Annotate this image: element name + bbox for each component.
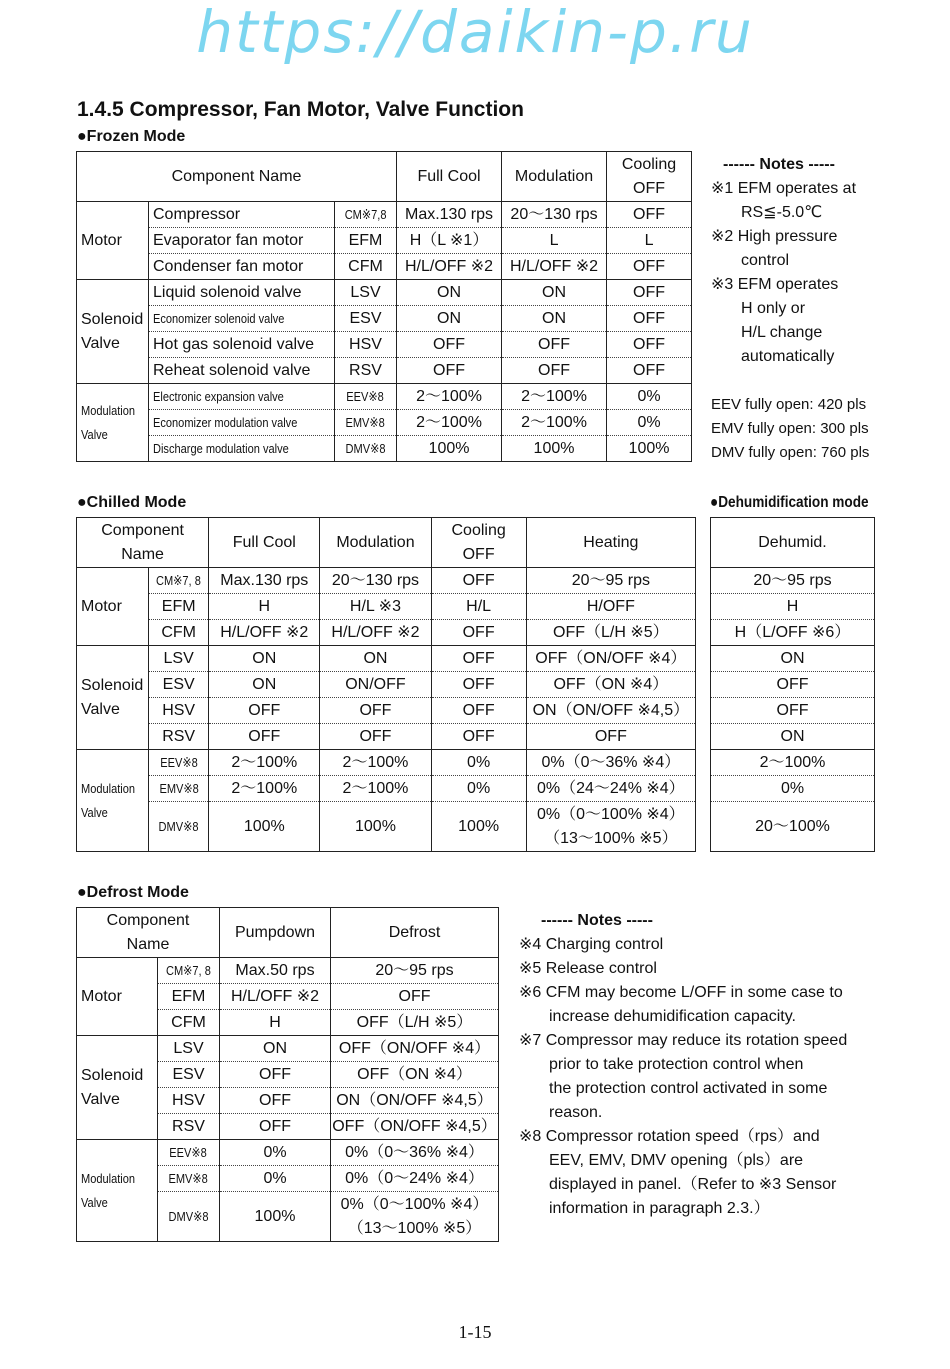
heating-value: 0%（0～36% ※4）: [526, 750, 695, 776]
cooling-off-value: OFF: [431, 620, 526, 646]
component-code: DMV※8: [158, 1192, 220, 1242]
note-4: ※4 Charging control: [519, 936, 664, 953]
pumpdown-value: OFF: [220, 1088, 331, 1114]
note-7-cont: reason.: [549, 1104, 603, 1121]
component-code: ESV: [158, 1062, 220, 1088]
component-name: Evaporator fan motor: [149, 228, 335, 254]
group-solenoid-valve: Solenoid Valve: [77, 1036, 158, 1140]
cooling-off-value: OFF: [607, 280, 692, 306]
frozen-mode-table: [76, 151, 692, 462]
pumpdown-value: 0%: [220, 1140, 331, 1166]
header-component-name: Component Name: [77, 518, 209, 568]
defrost-value-line2: （13～100% ※5）: [347, 1219, 482, 1237]
watermark: https://daikin-p.ru: [196, 0, 754, 66]
pumpdown-value: H: [220, 1010, 331, 1036]
note-2: ※2 High pressure: [711, 228, 838, 245]
pumpdown-value: OFF: [220, 1114, 331, 1140]
component-code: DMV※8: [335, 436, 397, 462]
cooling-off-value: L: [607, 228, 692, 254]
cooling-off-value: H/L: [431, 594, 526, 620]
defrost-mode-title: ●Defrost Mode: [77, 884, 189, 901]
notes-heading: ------ Notes -----: [541, 912, 653, 929]
component-code: EFM: [158, 984, 220, 1010]
header-full-cool: Full Cool: [397, 152, 502, 202]
component-code: RSV: [149, 724, 209, 750]
dehumid-value: OFF: [711, 698, 875, 724]
defrost-value: OFF（ON/OFF ※4,5）: [331, 1114, 499, 1140]
note-8-cont: displayed in panel.（Refer to ※3 Sensor: [549, 1176, 837, 1193]
component-code: CFM: [335, 254, 397, 280]
heating-value: H/OFF: [526, 594, 695, 620]
note-8: ※8 Compressor rotation speed（rps）and: [519, 1128, 820, 1145]
component-code: EMV※8: [149, 776, 209, 802]
defrost-mode-table: [76, 907, 499, 1242]
group-solenoid-valve: Solenoid Valve: [77, 280, 149, 384]
defrost-value: OFF（ON ※4）: [331, 1062, 499, 1088]
header-modulation: Modulation: [502, 152, 607, 202]
component-code: RSV: [158, 1114, 220, 1140]
full-cool-value: OFF: [209, 724, 320, 750]
dehumid-value: 20～95 rps: [711, 568, 875, 594]
heating-value: OFF（L/H ※5）: [526, 620, 695, 646]
component-code: CM※7,8: [335, 202, 397, 228]
group-solenoid-valve: Solenoid Valve: [77, 646, 149, 750]
full-cool-value: ON: [209, 672, 320, 698]
component-code: LSV: [149, 646, 209, 672]
group-modulation-valve: Modulation Valve: [77, 750, 149, 852]
note-8-cont: information in paragraph 2.3.）: [549, 1200, 770, 1217]
full-cool-value: H: [209, 594, 320, 620]
pumpdown-value: OFF: [220, 1062, 331, 1088]
full-cool-value: 100%: [397, 436, 502, 462]
header-defrost: Defrost: [331, 908, 499, 958]
component-code: RSV: [335, 358, 397, 384]
component-name: Condenser fan motor: [149, 254, 335, 280]
full-cool-value: Max.130 rps: [209, 568, 320, 594]
dehumid-value: H: [711, 594, 875, 620]
full-cool-value: OFF: [397, 358, 502, 384]
note-5: ※5 Release control: [519, 960, 657, 977]
component-code: LSV: [158, 1036, 220, 1062]
note-7: ※7 Compressor may reduce its rotation speed: [519, 1032, 848, 1049]
dehumid-value: ON: [711, 724, 875, 750]
group-modulation-valve: Modulation Valve: [77, 384, 149, 462]
note-3: ※3 EFM operates: [711, 276, 839, 293]
full-cool-value: OFF: [209, 698, 320, 724]
modulation-value: 2～100%: [320, 750, 431, 776]
header-cooling-off: Cooling OFF: [431, 518, 526, 568]
chilled-mode-table: [76, 517, 696, 852]
modulation-value: OFF: [502, 332, 607, 358]
component-code: CM※7, 8: [158, 958, 220, 984]
modulation-value: OFF: [320, 698, 431, 724]
modulation-value: ON/OFF: [320, 672, 431, 698]
page-number: 1-15: [458, 1322, 492, 1342]
modulation-value: 100%: [320, 802, 431, 852]
note-3-cont: H only or: [741, 300, 806, 317]
cooling-off-value: OFF: [607, 202, 692, 228]
modulation-value: ON: [502, 306, 607, 332]
modulation-value: ON: [320, 646, 431, 672]
cooling-off-value: OFF: [607, 254, 692, 280]
modulation-value: OFF: [502, 358, 607, 384]
note-8-cont: EEV, EMV, DMV opening（pls）are: [549, 1152, 804, 1169]
defrost-value: OFF（ON/OFF ※4）: [331, 1036, 499, 1062]
defrost-value: 0%（0～24% ※4）: [331, 1166, 499, 1192]
modulation-value: 2～100%: [320, 776, 431, 802]
valve-open-notes: [711, 393, 869, 465]
cooling-off-value: 0%: [431, 750, 526, 776]
notes-heading: ------ Notes -----: [723, 156, 835, 173]
cooling-off-value: OFF: [431, 568, 526, 594]
dmv-fully-open: DMV fully open: 760 pls: [711, 444, 870, 461]
notes-top: [711, 153, 856, 369]
header-heating: Heating: [526, 518, 695, 568]
full-cool-value: ON: [209, 646, 320, 672]
cooling-off-value: 0%: [607, 384, 692, 410]
full-cool-value: 100%: [209, 802, 320, 852]
component-code: ESV: [149, 672, 209, 698]
dehumid-value: H（L/OFF ※6）: [711, 620, 875, 646]
heating-value: 20～95 rps: [526, 568, 695, 594]
cooling-off-value: OFF: [607, 332, 692, 358]
pumpdown-value: H/L/OFF ※2: [220, 984, 331, 1010]
full-cool-value: ON: [397, 306, 502, 332]
full-cool-value: H/L/OFF ※2: [209, 620, 320, 646]
component-code: HSV: [335, 332, 397, 358]
modulation-value: H/L/OFF ※2: [320, 620, 431, 646]
component-name: Compressor: [149, 202, 335, 228]
heating-value: OFF: [526, 724, 695, 750]
pumpdown-value: 0%: [220, 1166, 331, 1192]
header-modulation: Modulation: [320, 518, 431, 568]
component-name: Economizer solenoid valve: [149, 306, 335, 332]
full-cool-value: 2～100%: [397, 410, 502, 436]
note-3-cont: automatically: [741, 348, 835, 365]
cooling-off-value: 100%: [431, 802, 526, 852]
group-motor: Motor: [77, 568, 149, 646]
chilled-mode-title: ●Chilled Mode: [77, 494, 187, 511]
notes-bottom: [519, 909, 847, 1221]
defrost-value: [331, 1192, 499, 1242]
cooling-off-value: OFF: [431, 724, 526, 750]
heating-value: OFF（ON/OFF ※4）: [526, 646, 695, 672]
component-code: CFM: [149, 620, 209, 646]
modulation-value: 2～100%: [502, 384, 607, 410]
component-name: Discharge modulation valve: [149, 436, 335, 462]
defrost-value: OFF: [331, 984, 499, 1010]
full-cool-value: H（L ※1）: [397, 228, 502, 254]
emv-fully-open: EMV fully open: 300 pls: [711, 420, 869, 437]
component-code: DMV※8: [149, 802, 209, 852]
note-7-cont: prior to take protection control when: [549, 1056, 804, 1073]
note-3-cont: H/L change: [741, 324, 823, 341]
header-pumpdown: Pumpdown: [220, 908, 331, 958]
full-cool-value: 2～100%: [209, 776, 320, 802]
component-code: EEV※8: [335, 384, 397, 410]
modulation-value: OFF: [320, 724, 431, 750]
cooling-off-value: 100%: [607, 436, 692, 462]
header-cooling-off: Cooling OFF: [607, 152, 692, 202]
dehumid-value: 20～100%: [711, 802, 875, 852]
modulation-value: L: [502, 228, 607, 254]
cooling-off-value: OFF: [431, 698, 526, 724]
header-full-cool: Full Cool: [209, 518, 320, 568]
component-code: CFM: [158, 1010, 220, 1036]
heating-value: ON（ON/OFF ※4,5）: [526, 698, 695, 724]
heating-value: [526, 802, 695, 852]
cooling-off-value: OFF: [431, 646, 526, 672]
dehumid-value: ON: [711, 646, 875, 672]
pumpdown-value: ON: [220, 1036, 331, 1062]
full-cool-value: ON: [397, 280, 502, 306]
cooling-off-value: 0%: [431, 776, 526, 802]
component-code: EMV※8: [158, 1166, 220, 1192]
component-code: EEV※8: [158, 1140, 220, 1166]
cooling-off-value: 0%: [607, 410, 692, 436]
pumpdown-value: 100%: [220, 1192, 331, 1242]
heating-value-line2: （13～100% ※5）: [544, 829, 678, 847]
component-code: CM※7, 8: [149, 568, 209, 594]
modulation-value: 2～100%: [502, 410, 607, 436]
component-name: Reheat solenoid valve: [149, 358, 335, 384]
full-cool-value: OFF: [397, 332, 502, 358]
component-name: Liquid solenoid valve: [149, 280, 335, 306]
frozen-mode-title: ●Frozen Mode: [77, 128, 186, 145]
modulation-value: 100%: [502, 436, 607, 462]
component-name: Electronic expansion valve: [149, 384, 335, 410]
header-component-name: Component Name: [77, 908, 220, 958]
modulation-value: 20～130 rps: [502, 202, 607, 228]
note-6-cont: increase dehumidification capacity.: [549, 1008, 796, 1025]
cooling-off-value: OFF: [607, 306, 692, 332]
full-cool-value: H/L/OFF ※2: [397, 254, 502, 280]
dehumidification-mode-table: [710, 517, 875, 852]
header-component-name: Component Name: [77, 152, 397, 202]
component-code: EEV※8: [149, 750, 209, 776]
modulation-value: H/L/OFF ※2: [502, 254, 607, 280]
dehumid-value: 2～100%: [711, 750, 875, 776]
component-code: HSV: [158, 1088, 220, 1114]
note-1: ※1 EFM operates at: [711, 180, 857, 197]
dehumidification-mode-title: ●Dehumidification mode: [710, 494, 869, 511]
component-code: LSV: [335, 280, 397, 306]
modulation-value: 20～130 rps: [320, 568, 431, 594]
full-cool-value: 2～100%: [209, 750, 320, 776]
full-cool-value: Max.130 rps: [397, 202, 502, 228]
group-modulation-valve: Modulation Valve: [77, 1140, 158, 1242]
note-7-cont: the protection control activated in some: [549, 1080, 828, 1097]
heating-value: OFF（ON ※4）: [526, 672, 695, 698]
defrost-value: 20～95 rps: [331, 958, 499, 984]
defrost-value-line1: 0%（0～100% ※4）: [340, 1195, 489, 1213]
note-6: ※6 CFM may become L/OFF in some case to: [519, 984, 843, 1001]
component-code: ESV: [335, 306, 397, 332]
defrost-value: 0%（0～36% ※4）: [331, 1140, 499, 1166]
heating-value-line1: 0%（0～100% ※4）: [536, 805, 685, 823]
modulation-value: H/L ※3: [320, 594, 431, 620]
eev-fully-open: EEV fully open: 420 pls: [711, 396, 867, 413]
component-code: EFM: [149, 594, 209, 620]
component-name: Hot gas solenoid valve: [149, 332, 335, 358]
section-title: 1.4.5 Compressor, Fan Motor, Valve Function: [77, 98, 524, 121]
note-1-cont: RS≦-5.0℃: [741, 204, 823, 221]
header-dehumid: Dehumid.: [711, 518, 875, 568]
component-code: EMV※8: [335, 410, 397, 436]
cooling-off-value: OFF: [607, 358, 692, 384]
full-cool-value: 2～100%: [397, 384, 502, 410]
heating-value: 0%（24～24% ※4）: [526, 776, 695, 802]
modulation-value: ON: [502, 280, 607, 306]
cooling-off-value: OFF: [431, 672, 526, 698]
component-code: HSV: [149, 698, 209, 724]
component-code: EFM: [335, 228, 397, 254]
pumpdown-value: Max.50 rps: [220, 958, 331, 984]
defrost-value: OFF（L/H ※5）: [331, 1010, 499, 1036]
dehumid-value: OFF: [711, 672, 875, 698]
component-name: Economizer modulation valve: [149, 410, 335, 436]
note-2-cont: control: [741, 252, 790, 269]
defrost-value: ON（ON/OFF ※4,5）: [331, 1088, 499, 1114]
group-motor: Motor: [77, 958, 158, 1036]
group-motor: Motor: [77, 202, 149, 280]
dehumid-value: 0%: [711, 776, 875, 802]
